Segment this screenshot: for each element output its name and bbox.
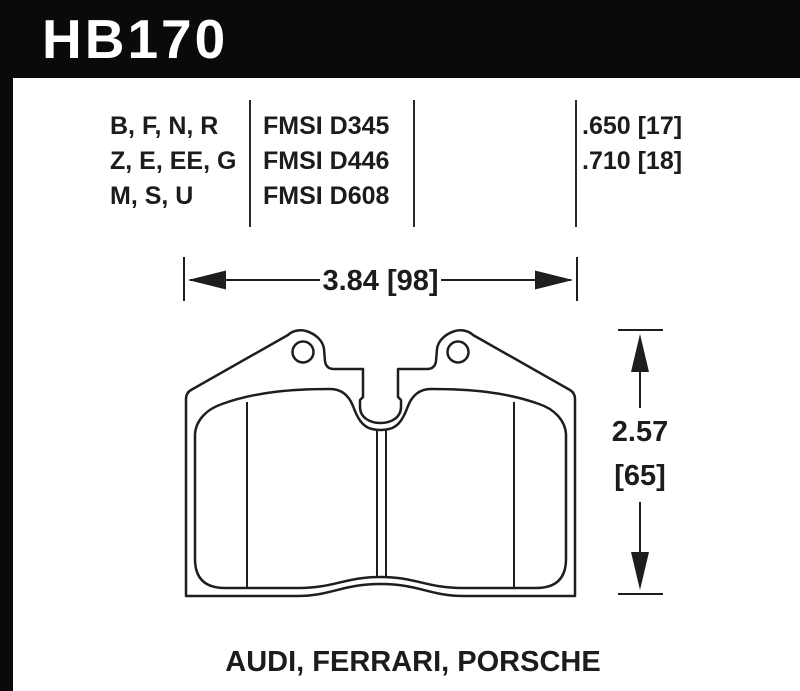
height-dimension-metric: [65] xyxy=(614,460,666,492)
height-dimension-value: 2.57 xyxy=(611,416,669,448)
fmsi-row: FMSI D608 xyxy=(263,182,390,210)
applications-label: AUDI, FERRARI, PORSCHE xyxy=(225,646,601,678)
compound-codes-row: Z, E, EE, G xyxy=(110,147,237,175)
width-dimension-label: 3.84 [98] xyxy=(322,265,439,297)
backing-plate-outline xyxy=(186,330,575,596)
compound-codes-row: M, S, U xyxy=(110,182,194,210)
compound-codes-row: B, F, N, R xyxy=(110,112,219,140)
friction-material-outline xyxy=(195,389,566,588)
arrow-left-icon xyxy=(188,271,226,290)
mounting-hole-right xyxy=(448,342,469,363)
arrow-right-icon xyxy=(535,271,573,290)
arrow-down-icon xyxy=(631,552,649,590)
arrow-up-icon xyxy=(631,334,649,372)
part-number: HB170 xyxy=(42,8,229,70)
thickness-row: .710 [18] xyxy=(582,147,683,175)
fmsi-row: FMSI D446 xyxy=(263,147,390,175)
fmsi-row: FMSI D345 xyxy=(263,112,390,140)
mounting-hole-left xyxy=(293,342,314,363)
thickness-row: .650 [17] xyxy=(582,112,683,140)
